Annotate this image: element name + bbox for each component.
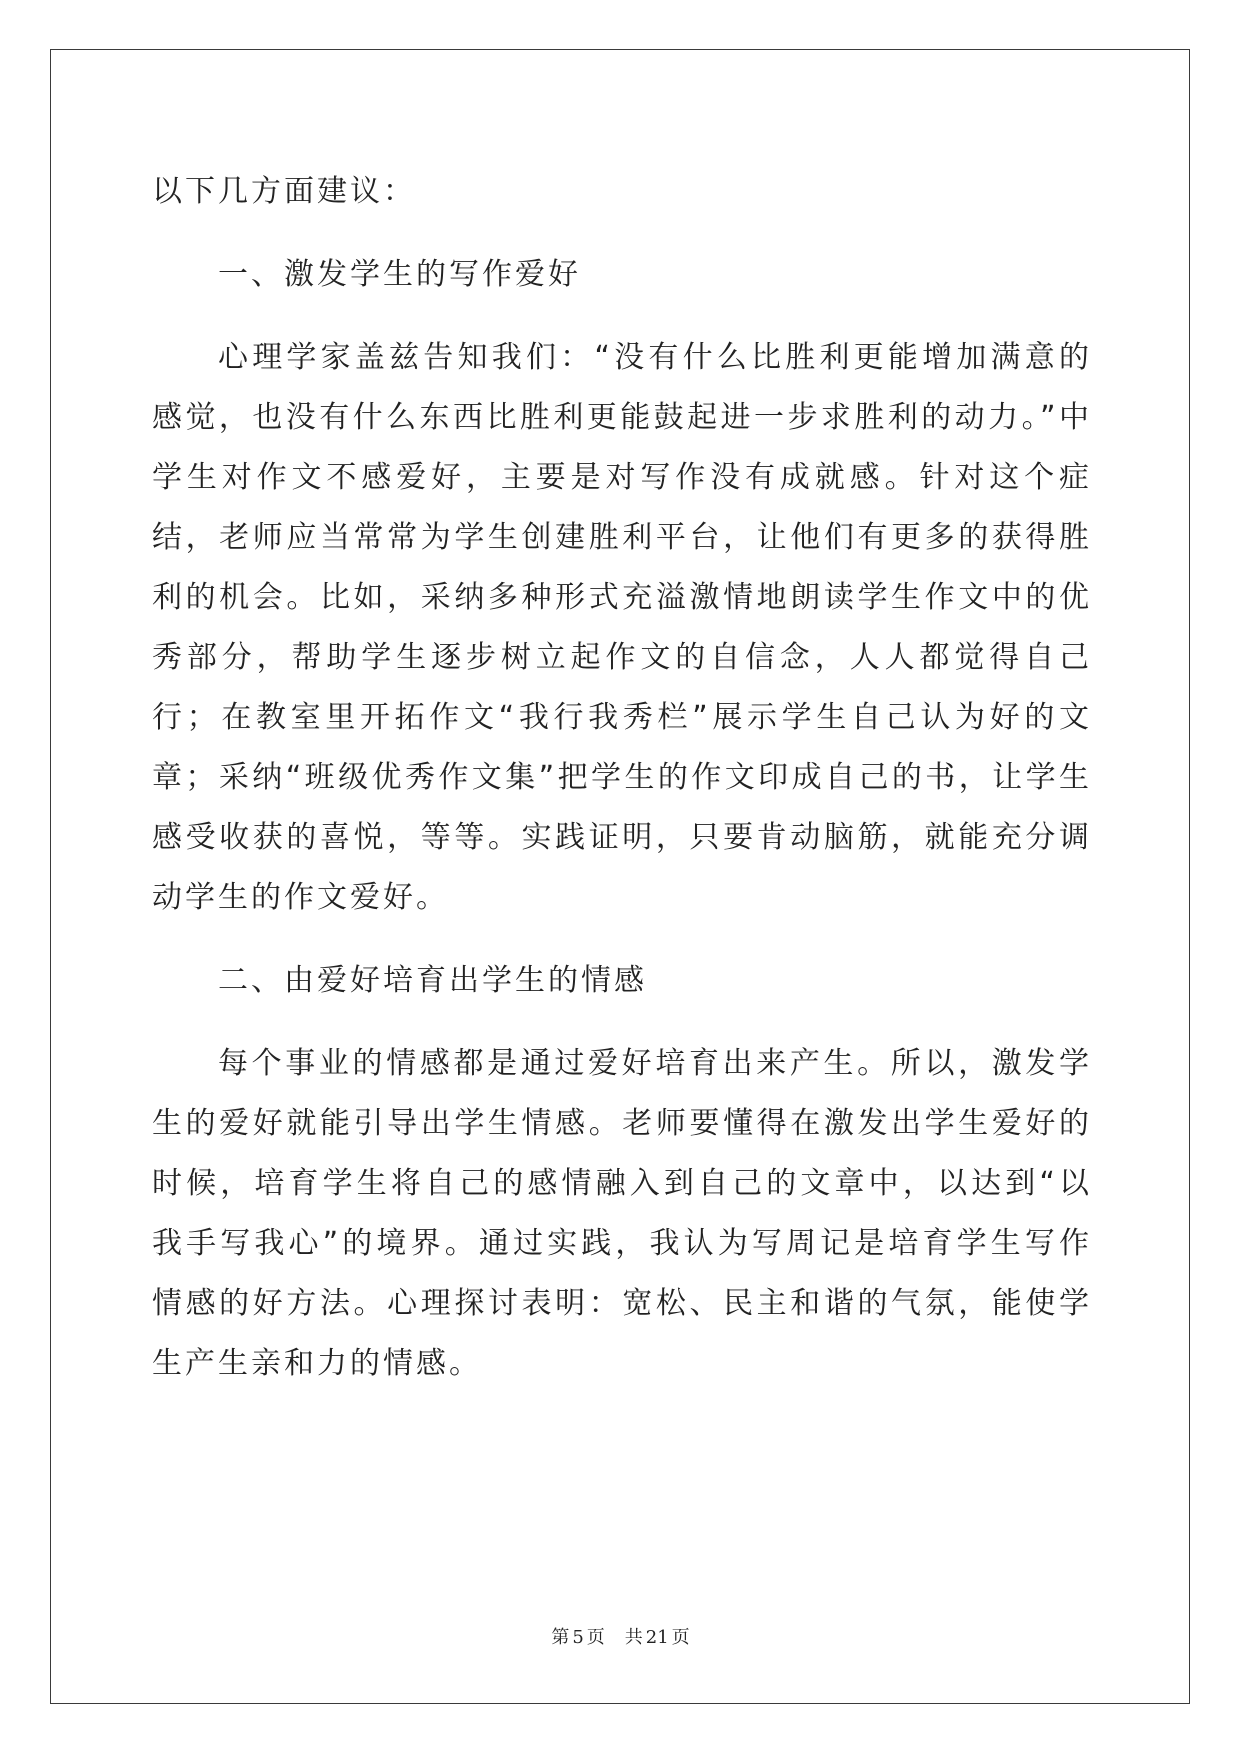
footer-total-prefix: 共	[624, 1627, 643, 1648]
section-heading-2: 二、由爱好培育出学生的情感	[218, 963, 647, 998]
footer-page-number: 5	[572, 1627, 584, 1648]
page-footer	[0, 1623, 1241, 1649]
footer-total-unit: 页	[671, 1627, 690, 1648]
footer-prefix: 第	[551, 1627, 570, 1648]
paragraph-continuation: 以下几方面建议：	[152, 174, 416, 209]
paragraph-2: 每个事业的情感都是通过爱好培育出来产生。所以，激发学生的爱好就能引导出学生情感。老师要懂得在激发出学生爱好的时候，培育学生将自己的感情融入到自己的文章中，以达到“以我手写我心”的境界。通过实践，我认为写周记是培育学生写作情感的好方法。心理探讨表明：宽松、民主和谐的气氛，能使学生产生亲和力的情感。	[152, 1046, 1092, 1381]
footer-page-unit: 页	[586, 1627, 605, 1648]
paragraph-1: 心理学家盖兹告知我们：“没有什么比胜利更能增加满意的感觉，也没有什么东西比胜利更能鼓起进一步求胜利的动力。”中学生对作文不感爱好，主要是对写作没有成就感。针对这个症结，老师应当常常为学生创建胜利平台，让他们有更多的获得胜利的机会。比如，采纳多种形式充溢激情地朗读学生作文中的优秀部分，帮助学生逐步树立起作文的自信念，人人都觉得自己行；在教室里开拓作文“我行我秀栏”展示学生自己认为好的文章；采纳“班级优秀作文集”把学生的作文印成自己的书，让学生感受收获的喜悦，等等。实践证明，只要肯动脑筋，就能充分调动学生的作文爱好。	[152, 340, 1092, 915]
document-body	[152, 162, 1092, 1417]
section-heading-1: 一、激发学生的写作爱好	[218, 257, 581, 292]
footer-total-pages: 21	[645, 1627, 669, 1648]
